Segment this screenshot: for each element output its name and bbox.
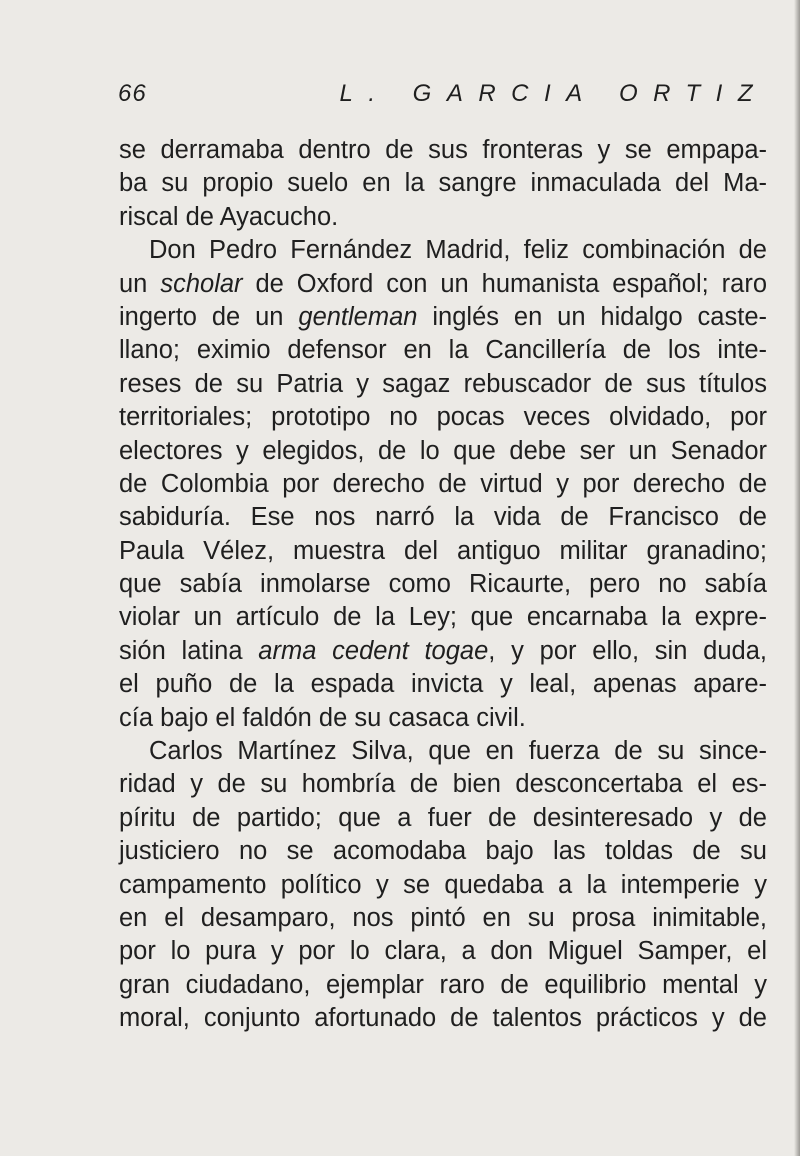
text-line: píritu de partido; que a fuer de desinteresado y de — [119, 803, 767, 832]
italic-term: gentleman — [298, 302, 418, 331]
page-number: 66 — [118, 80, 147, 107]
text-line: por lo pura y por lo clara, a don Miguel Samper, el — [119, 937, 767, 966]
text-line: Paula Vélez, muestra del antiguo militar granadino; — [119, 536, 767, 565]
text-line: sabiduría. Ese nos narró la vida de Francisco de — [119, 503, 767, 532]
italic-term: arma cedent togae — [258, 636, 489, 665]
text-line: sión latina arma cedent togae, y por ello, sin duda, — [119, 636, 767, 665]
body-text — [119, 134, 767, 1036]
text-line: justiciero no se acomodaba bajo las toldas de su — [119, 837, 767, 866]
text-line: moral, conjunto afortunado de talentos prácticos y de — [119, 1004, 767, 1033]
text-line: Don Pedro Fernández Madrid, feliz combinación de — [149, 236, 767, 265]
text-line: de Colombia por derecho de virtud y por derecho de — [119, 469, 767, 498]
text-line: Carlos Martínez Silva, que en fuerza de su since- — [149, 737, 767, 766]
running-head: L. GARCIA ORTIZ — [339, 80, 768, 107]
text-line: riscal de Ayacucho. — [119, 202, 339, 231]
text-line: territoriales; prototipo no pocas veces olvidado, por — [119, 403, 767, 432]
page-header — [118, 80, 768, 120]
text-line: llano; eximio defensor en la Cancillería de los inte- — [119, 336, 767, 365]
text-line: en el desamparo, nos pintó en su prosa inimitable, — [119, 903, 767, 932]
text-line: reses de su Patria y sagaz rebuscador de sus títulos — [119, 369, 767, 398]
text-line: cía bajo el faldón de su casaca civil. — [119, 703, 526, 732]
text-line: un scholar de Oxford con un humanista español; raro — [119, 269, 767, 298]
text-line: electores y elegidos, de lo que debe ser un Senador — [119, 436, 767, 465]
text-line: campamento político y se quedaba a la intemperie y — [119, 870, 767, 899]
text-line: se derramaba dentro de sus fronteras y se empapa- — [119, 136, 767, 164]
text-line: violar un artículo de la Ley; que encarnaba la expre- — [119, 603, 767, 632]
text-line: gran ciudadano, ejemplar raro de equilibrio mental y — [119, 970, 767, 999]
text-line: ridad y de su hombría de bien desconcertaba el es- — [119, 770, 767, 799]
text-line: que sabía inmolarse como Ricaurte, pero no sabía — [119, 570, 767, 599]
text-line: ingerto de un gentleman inglés en un hidalgo caste- — [119, 302, 767, 331]
italic-term: scholar — [160, 269, 243, 298]
text-line: el puño de la espada invicta y leal, apenas apare- — [119, 670, 767, 699]
text-line: ba su propio suelo en la sangre inmaculada del Ma- — [119, 169, 767, 198]
page-edge-shadow — [794, 0, 800, 1156]
